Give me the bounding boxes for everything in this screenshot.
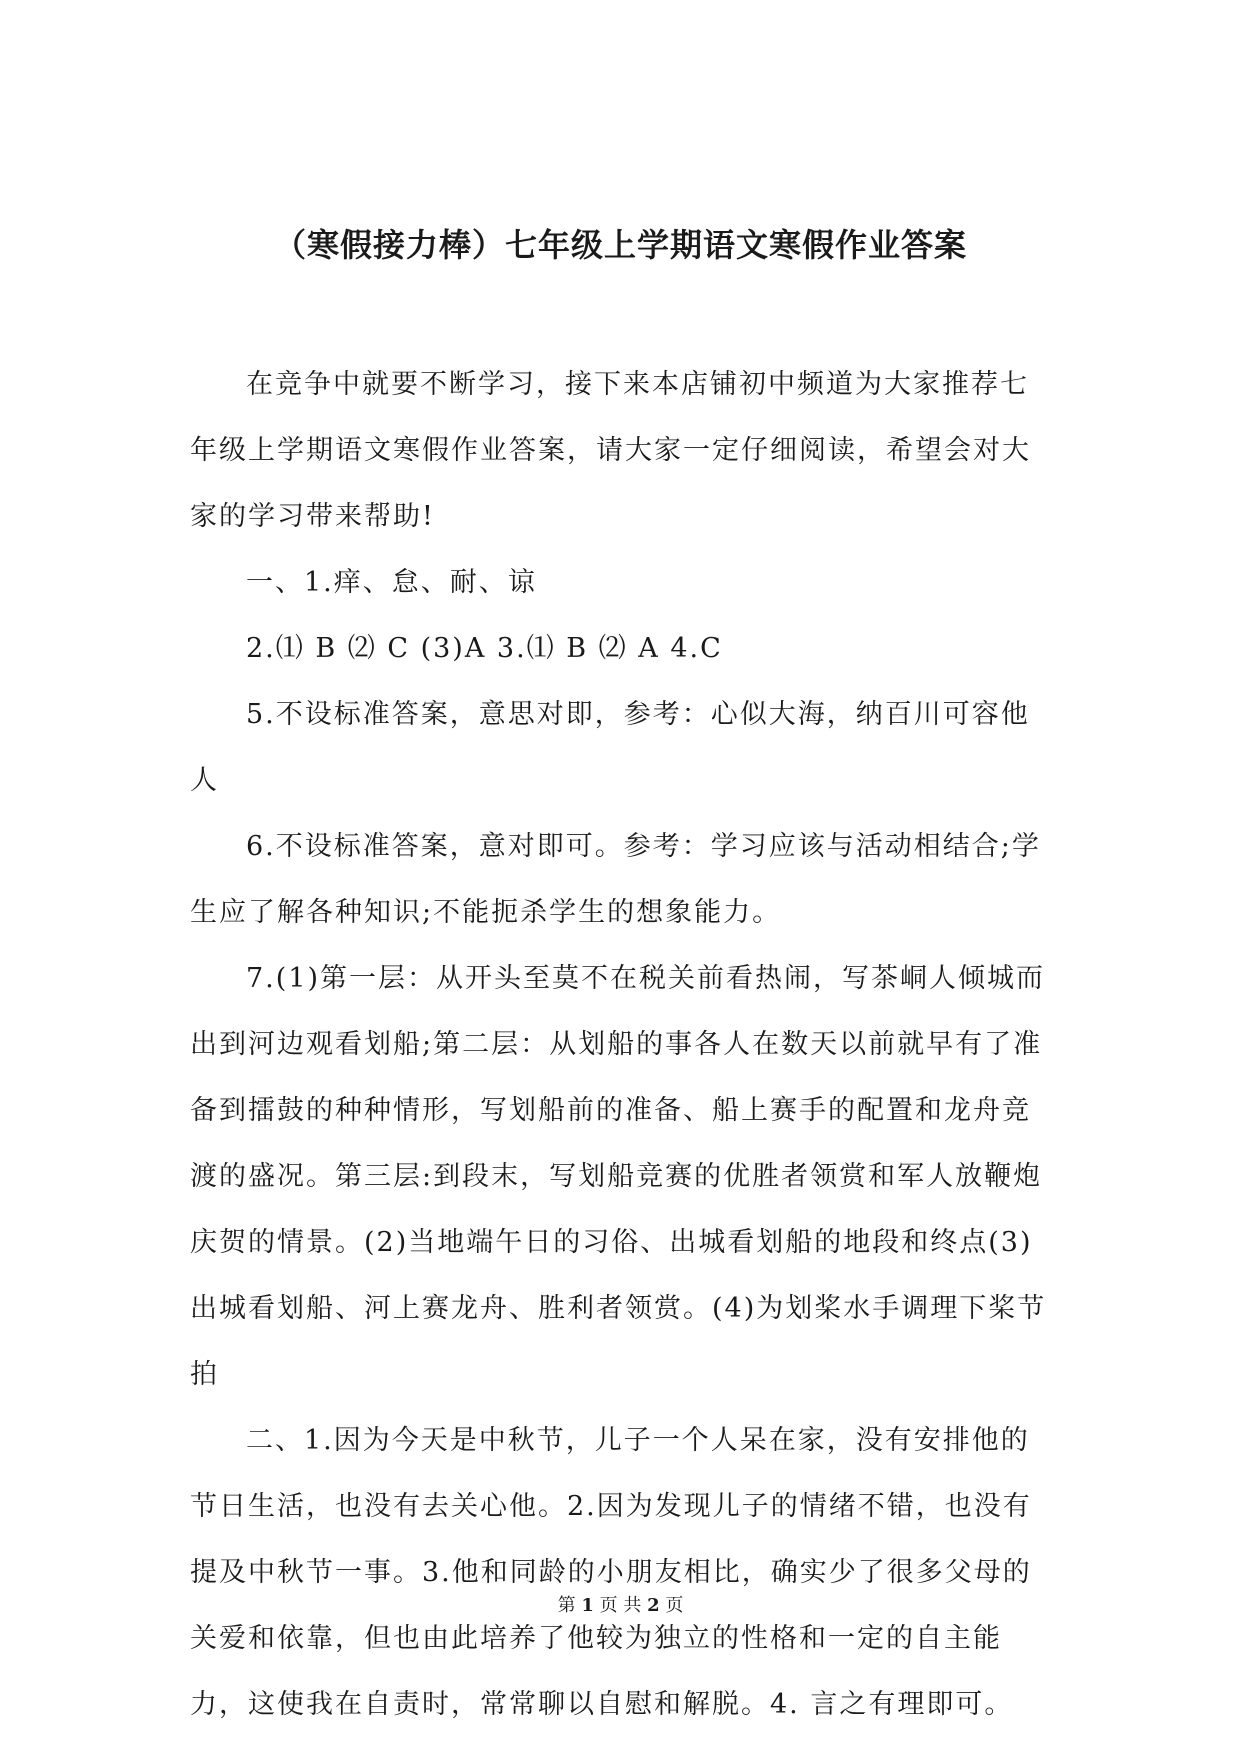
answer-paragraph-5: 7.(1)第一层：从开头至莫不在税关前看热闹，写茶峒人倾城而出到河边观看划船;第二层：从划船的事各人在数天以前就早有了准备到擂鼓的种种情形，写划船前的准备、船上赛手的配置和龙舟竞渡的盛况。第三层:到段末，写划船竞赛的优胜者领赏和军人放鞭炮庆贺的情景。(2)当地端午日的习俗、出城看划船的地段和终点(3)出城看划船、河上赛龙舟、胜利者领赏。(4)为划桨水手调理下桨节拍 <box>190 963 1047 1390</box>
answer-paragraph-2: 2.⑴ B ⑵ C (3)A 3.⑴ B ⑵ A 4.C <box>246 633 723 664</box>
answer-paragraph-1: 一、1.痒、怠、耐、谅 <box>246 567 537 598</box>
page-footer <box>0 1594 1241 1618</box>
answer-paragraph-4: 6.不设标准答案，意对即可。参考：学习应该与活动相结合;学生应了解各种知识;不能扼杀学生的想象能力。 <box>190 831 1041 928</box>
footer-page-total: 2 <box>647 1595 660 1616</box>
intro-paragraph: 在竞争中就要不断学习，接下来本店铺初中频道为大家推荐七年级上学期语文寒假作业答案，请大家一定仔细阅读，希望会对大家的学习带来帮助! <box>190 369 1031 532</box>
footer-page-current: 1 <box>581 1595 594 1616</box>
footer-suffix: 页 <box>665 1595 684 1616</box>
footer-middle: 页 共 <box>599 1595 642 1616</box>
document-title: （寒假接力棒）七年级上学期语文寒假作业答案 <box>273 226 967 264</box>
answer-paragraph-6: 二、1.因为今天是中秋节，儿子一个人呆在家，没有安排他的节日生活，也没有去关心他。2.因为发现儿子的情绪不错，也没有提及中秋节一事。3.他和同龄的小朋友相比，确实少了很多父母的关爱和依靠，但也由此培养了他较为独立的性格和一定的自主能力，这使我在自责时，常常聊以自慰和解脱。4. 言之有理即可。 <box>190 1425 1032 1720</box>
document-body <box>190 352 1052 1738</box>
footer-prefix: 第 <box>557 1595 576 1616</box>
answer-paragraph-3: 5.不设标准答案，意思对即，参考：心似大海，纳百川可容他人 <box>190 699 1030 796</box>
